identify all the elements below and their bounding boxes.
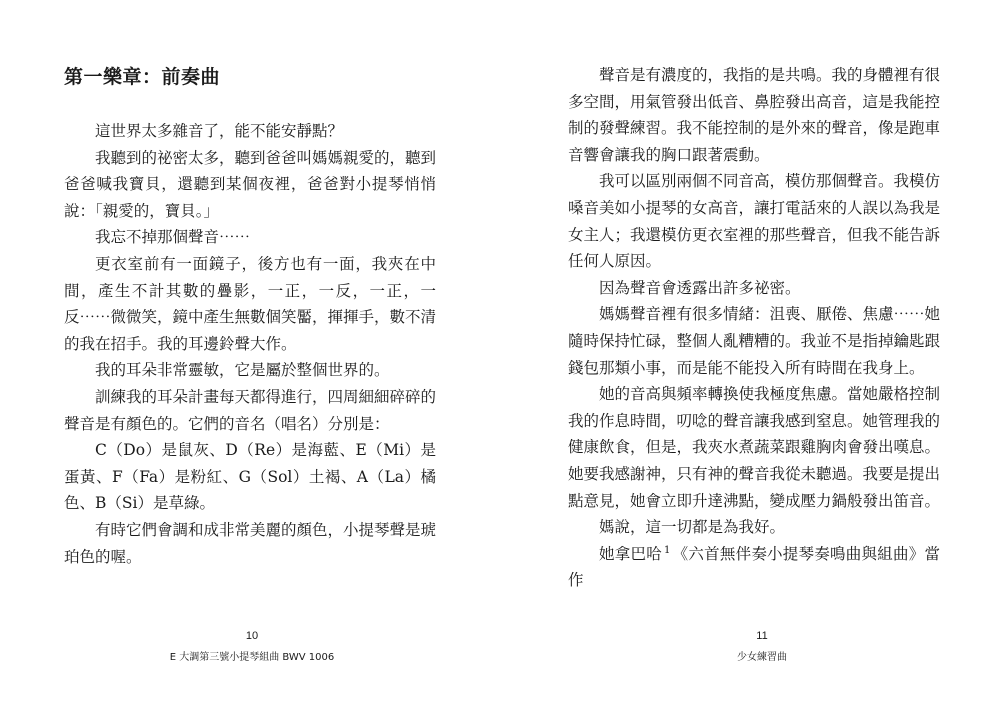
paragraph: 媽媽聲音裡有很多情緒：沮喪、厭倦、焦慮⋯⋯她隨時保持忙碌，整個人亂糟糟的。我並不是指掉鑰匙跟錢包那類小事，而是能不能投入所有時間在我身上。 bbox=[568, 305, 941, 377]
paragraph: 因為聲音會透露出許多祕密。 bbox=[599, 278, 801, 297]
left-body-text bbox=[64, 118, 436, 570]
right-body-text bbox=[568, 62, 940, 594]
paragraph-with-footnote bbox=[568, 541, 940, 594]
footnote-marker[interactable]: 1 bbox=[663, 544, 671, 556]
paragraph: 我聽到的祕密太多，聽到爸爸叫媽媽親愛的，聽到爸爸喊我寶貝，還聽到某個夜裡，爸爸對小提琴悄悄說：「親愛的，寶貝。」 bbox=[64, 148, 437, 220]
page-number: 11 bbox=[756, 630, 768, 642]
paragraph-text: 她拿巴哈 bbox=[599, 544, 662, 563]
paragraph: 她的音高與頻率轉換使我極度焦慮。當她嚴格控制我的作息時間，叨唸的聲音讓我感到窒息。她管理我的健康飲食，但是，我夾水煮蔬菜跟雞胸肉會發出嘆息。她要我感謝神，只有神的聲音我從未聽過。我要是提出點意見，她會立即升達沸點，變成壓力鍋般發出笛音。 bbox=[568, 385, 941, 510]
paragraph: 我忘不掉那個聲音⋯⋯ bbox=[95, 228, 251, 247]
page-number: 10 bbox=[245, 630, 259, 642]
running-footer: 少女練習曲 bbox=[737, 652, 787, 663]
paragraph: 有時它們會調和成非常美麗的顏色，小提琴聲是琥珀色的喔。 bbox=[64, 520, 437, 566]
paragraph: 這世界太多雜音了，能不能安靜點？ bbox=[95, 122, 344, 140]
paragraph: 我可以區別兩個不同音高，模仿那個聲音。我模仿嗓音美如小提琴的女高音，讓打電話來的人誤以為我是女主人；我還模仿更衣室裡的那些聲音，但我不能告訴任何人原因。 bbox=[568, 172, 941, 271]
paragraph: 我的耳朵非常靈敏，它是屬於整個世界的。 bbox=[95, 361, 390, 380]
paragraph: 聲音是有濃度的，我指的是共鳴。我的身體裡有很多空間，用氣管發出低音、鼻腔發出高音，這是我能控制的發聲練習。我不能控制的是外來的聲音，像是跑車音響會讓我的胸口跟著震動。 bbox=[568, 66, 941, 164]
paragraph: 媽說，這一切都是為我好。 bbox=[599, 518, 786, 537]
chapter-title: 第一樂章：前奏曲 bbox=[64, 66, 221, 88]
paragraph-text: 《六首無伴奏小提琴奏鳴曲與組曲》當作 bbox=[568, 544, 940, 590]
running-footer: E 大調第三號小提琴組曲 BWV 1006 bbox=[169, 652, 335, 663]
paragraph: C（Do）是鼠灰、D（Re）是海藍、E（Mi）是蛋黃、F（Fa）是粉紅、G（Sol）土褐、A（La）橘色、B（Si）是草綠。 bbox=[64, 441, 436, 513]
paragraph: 訓練我的耳朵計畫每天都得進行，四周細細碎碎的聲音是有顏色的。它們的音名（唱名）分別是： bbox=[64, 387, 437, 433]
paragraph: 更衣室前有一面鏡子，後方也有一面，我夾在中間，產生不計其數的疊影，一正，一反，一正，一反⋯⋯微微笑，鏡中產生無數個笑靨，揮揮手，數不清的我在招手。我的耳邊鈴聲大作。 bbox=[64, 254, 437, 353]
right-page bbox=[500, 0, 1000, 709]
